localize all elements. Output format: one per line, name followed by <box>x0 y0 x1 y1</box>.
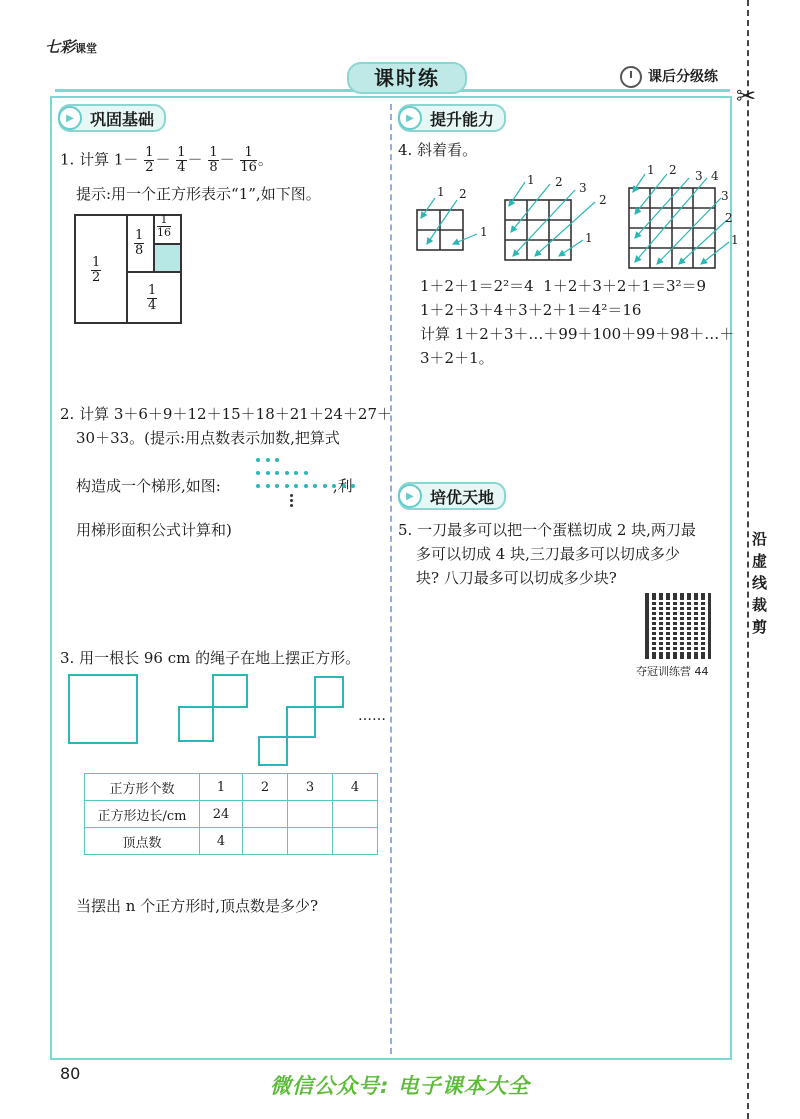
cut-line <box>747 0 749 1119</box>
svg-text:1: 1 <box>647 163 655 177</box>
grid-2x2 <box>417 210 463 250</box>
brand-logo: 七彩课堂 <box>45 38 98 56</box>
dot <box>275 484 279 488</box>
table-row: 正方形个数 1 2 3 4 <box>85 774 378 801</box>
dot <box>290 504 293 507</box>
grid-4x4 <box>629 188 715 268</box>
q2-line3: 构造成一个梯形,如图: <box>76 477 221 495</box>
section-header-improve: ▶ 提升能力 <box>398 104 506 132</box>
table-row: 顶点数 4 <box>85 828 378 855</box>
dot <box>332 484 336 488</box>
frac-eighth: $\frac{1}{8}$ <box>135 228 144 258</box>
question-2: 2. 计算 3＋6＋9＋12＋15＋18＋21＋24＋27＋ 30＋33。(提示:用点数表示加数,把算式 <box>60 405 393 447</box>
diagonal-grids <box>405 160 745 275</box>
dot <box>323 484 327 488</box>
q3-question: 当摆出 n 个正方形时,顶点数是多少? <box>76 897 319 915</box>
play-icon: ▶ <box>398 484 422 508</box>
question-1: 1. 计算 1－ $\frac{1}{2}$ － $\frac{1}{4}$ － $\frac{1}{8}$ － $\frac{1}{16}$ 。 <box>60 145 273 175</box>
dot <box>285 484 289 488</box>
question-3: 3. 用一根长 96 cm 的绳子在地上摆正方形。 <box>60 649 361 667</box>
q2-line4: 用梯形面积公式计算和) <box>76 521 232 539</box>
square <box>178 706 214 742</box>
alarm-clock-icon <box>620 66 642 88</box>
title-bar <box>55 62 730 98</box>
ellipsis: …… <box>358 708 386 724</box>
q4-equations: 1＋2＋1＝2²＝4 1＋2＋3＋2＋1＝3²＝9 1＋2＋3＋4＋3＋2＋1＝4²＝16 计算 1＋2＋3＋…＋99＋100＋99＋98＋…＋ 3＋2＋1。 <box>420 277 735 367</box>
dot <box>304 471 308 475</box>
svg-text:3: 3 <box>695 169 703 183</box>
level-label: 课后分级练 <box>620 66 718 88</box>
column-divider <box>390 104 392 1054</box>
dot <box>304 484 308 488</box>
shaded-remainder <box>155 245 180 271</box>
frac-sixteenth: $\frac{1}{16}$ <box>157 213 171 239</box>
section-header-basics: ▶ 巩固基础 <box>58 104 166 132</box>
fraction: $\frac{1}{8}$ <box>209 145 218 175</box>
svg-text:1: 1 <box>480 225 488 239</box>
qr-caption: 夺冠训练营 44 <box>636 665 709 678</box>
svg-text:1: 1 <box>437 185 445 199</box>
grid-b-labels <box>527 173 607 245</box>
question-5: 5. 一刀最多可以把一个蛋糕切成 2 块,两刀最 多可以切成 4 块,三刀最多可以切成多少 块? 八刀最多可以切成多少块? <box>398 521 696 587</box>
dot <box>275 471 279 475</box>
qr-code[interactable] <box>645 593 711 659</box>
question-4: 4. 斜着看。 <box>398 141 478 159</box>
dot <box>256 458 260 462</box>
dot <box>290 499 293 502</box>
fraction: $\frac{1}{4}$ <box>177 145 186 175</box>
dot <box>275 458 279 462</box>
section-header-advanced: ▶ 培优天地 <box>398 482 506 510</box>
dot <box>285 471 289 475</box>
square-one <box>68 674 138 744</box>
cut-label: 沿虚线裁剪 <box>752 530 768 636</box>
dot <box>266 484 270 488</box>
fraction: $\frac{1}{2}$ <box>145 145 154 175</box>
page-number: 80 <box>60 1064 81 1083</box>
unit-square-diagram <box>74 214 182 324</box>
q1-hint: 提示:用一个正方形表示“1”,如下图。 <box>76 185 321 203</box>
svg-text:3: 3 <box>721 189 729 203</box>
dot <box>294 484 298 488</box>
svg-text:2: 2 <box>669 163 677 177</box>
trapezoid-dot-diagram <box>248 456 358 508</box>
svg-text:1: 1 <box>731 233 739 247</box>
square-chain-diagram <box>60 672 390 772</box>
svg-text:1: 1 <box>527 173 535 187</box>
svg-text:2: 2 <box>599 193 607 207</box>
table-row: 正方形边长/cm 24 <box>85 801 378 828</box>
svg-text:2: 2 <box>555 175 563 189</box>
dot <box>351 484 355 488</box>
dot <box>342 484 346 488</box>
dot <box>266 458 270 462</box>
dot <box>290 494 293 497</box>
square <box>212 674 248 708</box>
scissors-icon: ✂ <box>736 82 757 110</box>
play-icon: ▶ <box>58 106 82 130</box>
svg-text:3: 3 <box>579 181 587 195</box>
square <box>286 706 316 738</box>
frac-quarter: $\frac{1}{4}$ <box>148 283 157 313</box>
svg-text:4: 4 <box>711 169 719 183</box>
dot <box>256 484 260 488</box>
dot <box>294 471 298 475</box>
svg-text:2: 2 <box>459 187 467 201</box>
footer-promo: 微信公众号: 电子课本大全 <box>270 1074 530 1098</box>
square <box>314 676 344 708</box>
svg-text:2: 2 <box>725 211 733 225</box>
square-table <box>84 773 378 855</box>
dot <box>266 471 270 475</box>
dot <box>256 471 260 475</box>
dot <box>313 484 317 488</box>
square <box>258 736 288 766</box>
play-icon: ▶ <box>398 106 422 130</box>
page-title: 课时练 <box>347 62 467 94</box>
q3-table-wrap <box>84 773 378 855</box>
svg-text:1: 1 <box>585 231 593 245</box>
fraction: $\frac{1}{16}$ <box>240 145 257 175</box>
frac-half: $\frac{1}{2}$ <box>92 255 101 285</box>
